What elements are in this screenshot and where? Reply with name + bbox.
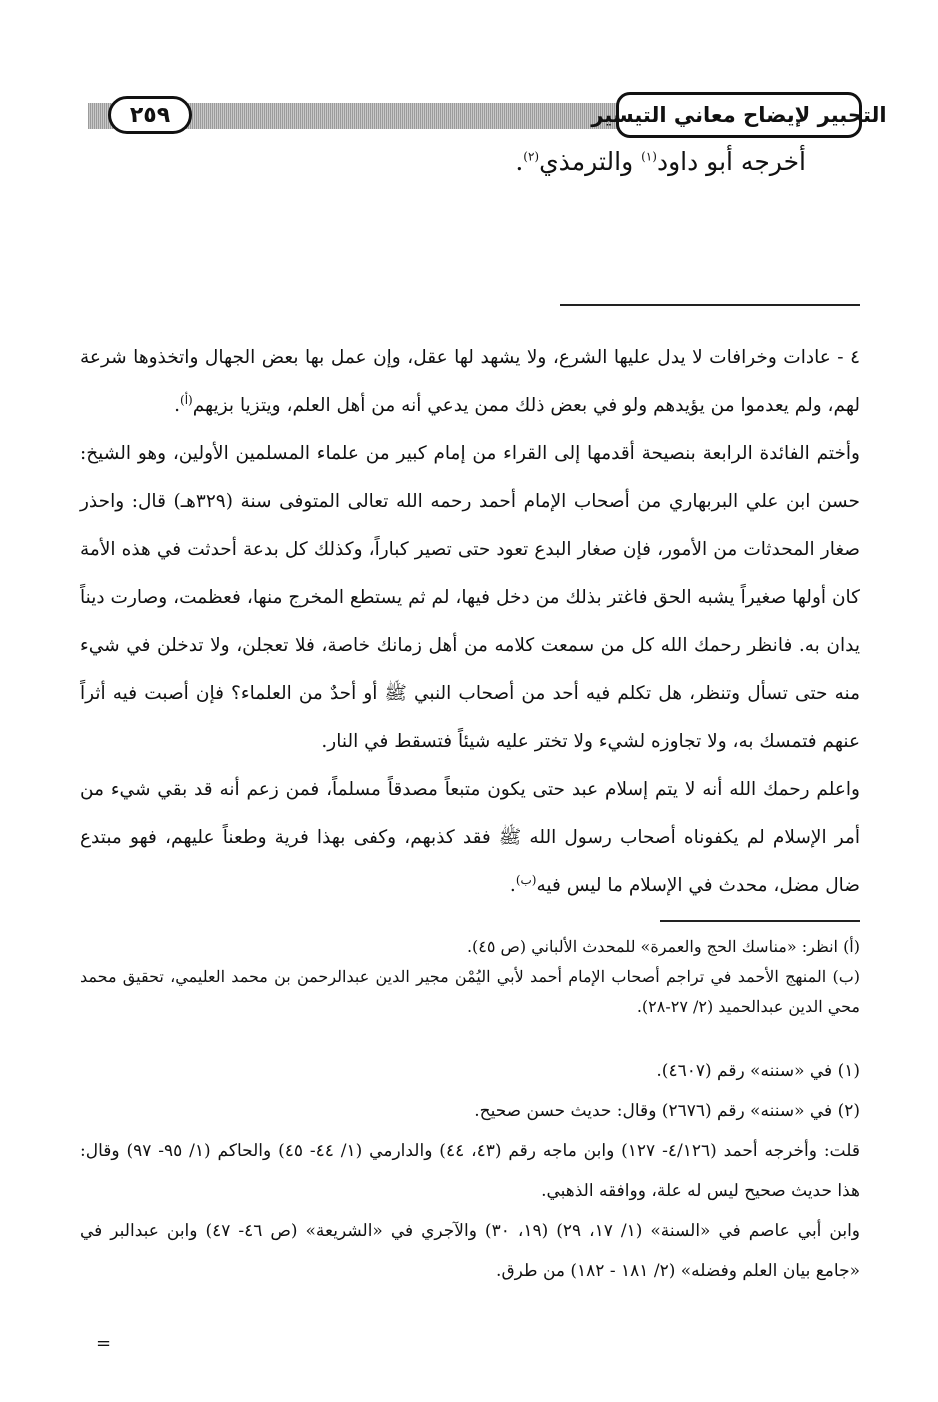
footnotes-alpha	[80, 932, 860, 1022]
hadith-text-end: .	[515, 147, 524, 176]
footnotes-numbered	[80, 1051, 860, 1291]
footnote-divider	[660, 920, 860, 922]
footnote: قلت: وأخرجه أحمد (٤/١٢٦- ١٢٧) وابن ماجه رقم (٤٣، ٤٤) والدارمي (١/ ٤٤- ٤٥) والحاكم (١/ ٩٥- ٩٧) وقال: هذا حديث صحيح ليس له علة، ووافقه الذهبي.	[80, 1141, 860, 1201]
page-number: ٢٥٩	[108, 96, 192, 134]
main-body	[80, 334, 860, 910]
book-title: التحبير لإيضاح معاني التيسير	[616, 92, 862, 138]
hadith-source-line	[515, 142, 806, 182]
paragraph-text: ٤ - عادات وخرافات لا يدل عليها الشرع، ولا يشهد لها عقل، وإن عمل بها بعض الجهال واتخذوها شرعة لهم، ولم يعدموا من يؤيدهم ولو في بعض ذلك ممن يدعي أنه من أهل العلم، ويتزيا بزيهم	[80, 347, 860, 416]
paragraph-end: .	[509, 875, 516, 896]
footnote: (٢) في «سننه» رقم (٢٦٧٦) وقال: حديث حسن صحيح.	[474, 1101, 860, 1121]
footnote: (١) في «سننه» رقم (٤٦٠٧).	[656, 1061, 860, 1081]
footnote-ref-alpha[interactable]: (أ)	[180, 392, 193, 407]
paragraph	[80, 766, 860, 910]
hadith-text-mid: والترمذي	[539, 147, 642, 176]
footnote-ref-beta[interactable]: (ب)	[515, 872, 537, 887]
paragraph: وأختم الفائدة الرابعة بنصيحة أقدمها إلى القراء من إمام كبير من علماء المسلمين الأولين، وهو الشيخ: حسن ابن علي البربهاري من أصحاب الإمام أحمد رحمه الله تعالى المتوفى سنة (٣٢٩هـ) قال: واحذر صغار المحدثات من الأمور، فإن صغار البدع تعود حتى تصير كباراً، وكذلك كل بدعة أحدثت في هذه الأمة كان أولها صغيراً يشبه الحق فاغتر بذلك من دخل فيها، لم ثم يستطع المخرج منها، فعظمت، وصارت ديناً يدان به. فانظر رحمك الله كل من سمعت كلامه من أهل زمانك خاصة، فلا تعجلن، ولا تدخلن في شيء منه حتى تسأل وتنظر، هل تكلم فيه أحد من أصحاب النبي ﷺ أو أحدٌ من العلماء؟ فإن أصبت فيه أثراً عنهم فتمسك به، ولا تجاوزه لشيء ولا تختر عليه شيئاً فتسقط في النار.	[80, 443, 860, 752]
continuation-marker: =	[96, 1333, 112, 1354]
paragraph	[80, 334, 860, 430]
footnote: (ب) المنهج الأحمد في تراجم أصحاب الإمام أحمد لأبي اليُمْن مجير الدين عبدالرحمن بن محمد العليمي، تحقيق محمد محي الدين عبدالحميد (٢/ ٢٧-٢٨).	[80, 967, 860, 1016]
footnote: وابن أبي عاصم في «السنة» (١/ ١٧، ٢٩) (١٩، ٣٠) والآجري في «الشريعة» (ص ٤٦- ٤٧) وابن عبدالبر في «جامع بيان العلم وفضله» (٢/ ١٨١ - ١٨٢) من طرق.	[80, 1221, 861, 1281]
section-divider	[560, 304, 860, 306]
footnote-ref-1[interactable]: (١)	[641, 149, 657, 164]
paragraph-text: واعلم رحمك الله أنه لا يتم إسلام عبد حتى يكون متبعاً مصدقاً مسلماً، فمن زعم أنه قد بقي شيء من أمر الإسلام لم يكفوناه أصحاب رسول الله ﷺ فقد كذبهم، وكفى بهذا فرية وطعناً عليهم، فهو مبتدع ضال مضل، محدث في الإسلام ما ليس فيه	[80, 779, 860, 896]
hadith-text: أخرجه أبو داود	[656, 147, 806, 176]
footnote: (أ) انظر: «مناسك الحج والعمرة» للمحدث الألباني (ص ٤٥).	[466, 937, 860, 956]
footnote-ref-2[interactable]: (٢)	[523, 149, 540, 164]
paragraph-end: .	[174, 395, 181, 416]
